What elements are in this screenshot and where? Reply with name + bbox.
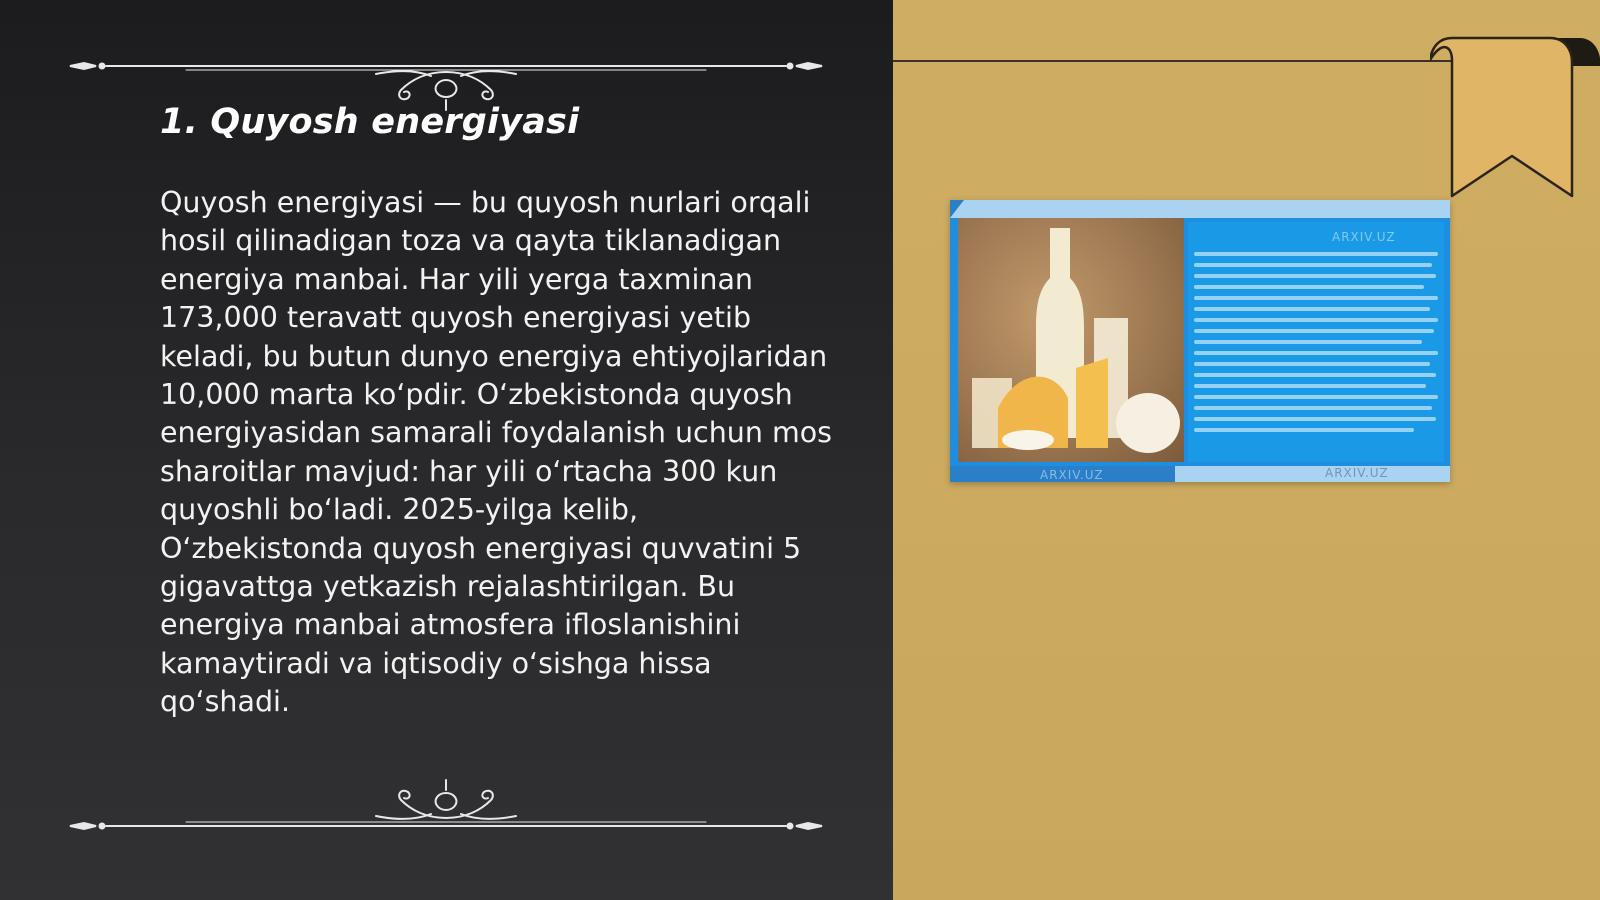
text-line <box>1194 252 1438 256</box>
image-frame-corner <box>950 200 964 218</box>
text-line <box>1194 395 1438 399</box>
text-line <box>1194 285 1424 289</box>
text-line <box>1194 318 1438 322</box>
slide-body-text: Quyosh energiyasi — bu quyosh nurlari orqali hosil qilinadigan toza va qayta tiklanadigan energiya manbai. Har yili yerga taxminan 173,000 teravatt quyosh energiyasi yetib keladi, bu butun dunyo energiya ehtiyojlaridan 10,000 marta koʻpdir. Oʻzbekistonda quyosh energiyasidan samarali foydalanish uchun mos sharoitlar mavjud: har yili oʻrtacha 300 kun quyoshli boʻladi. 2025-yilga kelib, Oʻzbekistonda quyosh energiyasi quvvatini 5 gigavattga yetkazish rejalashtirilgan. Bu energiya manbai atmosfera ifloslanishini kamaytiradi va iqtisodiy oʻsishga hissa qoʻshadi. <box>160 186 833 719</box>
dairy-products-image <box>950 200 1450 482</box>
text-line <box>1194 329 1434 333</box>
text-line <box>1194 263 1432 267</box>
ornamental-divider-icon <box>66 770 826 840</box>
text-line <box>1194 384 1426 388</box>
text-line <box>1194 428 1414 432</box>
image-text-block <box>1188 222 1444 462</box>
text-line <box>1194 406 1432 410</box>
image-frame-top <box>950 200 1450 218</box>
text-line <box>1194 307 1430 311</box>
text-line <box>1194 373 1436 377</box>
text-line <box>1194 340 1422 344</box>
milk-bottle-icon <box>958 218 1184 462</box>
image-watermark: ARXIV.UZ <box>1325 466 1389 480</box>
text-line <box>1194 362 1430 366</box>
image-watermark: ARXIV.UZ <box>1332 230 1396 244</box>
text-line <box>1194 417 1436 421</box>
text-line <box>1194 274 1436 278</box>
text-line <box>1194 296 1438 300</box>
image-watermark: ARXIV.UZ <box>1040 468 1104 482</box>
text-line <box>1194 351 1438 355</box>
bookmark-ribbon-icon <box>1430 36 1600 201</box>
slide-title: 1. Quyosh energiyasi <box>160 102 580 142</box>
dairy-photo <box>958 218 1184 462</box>
